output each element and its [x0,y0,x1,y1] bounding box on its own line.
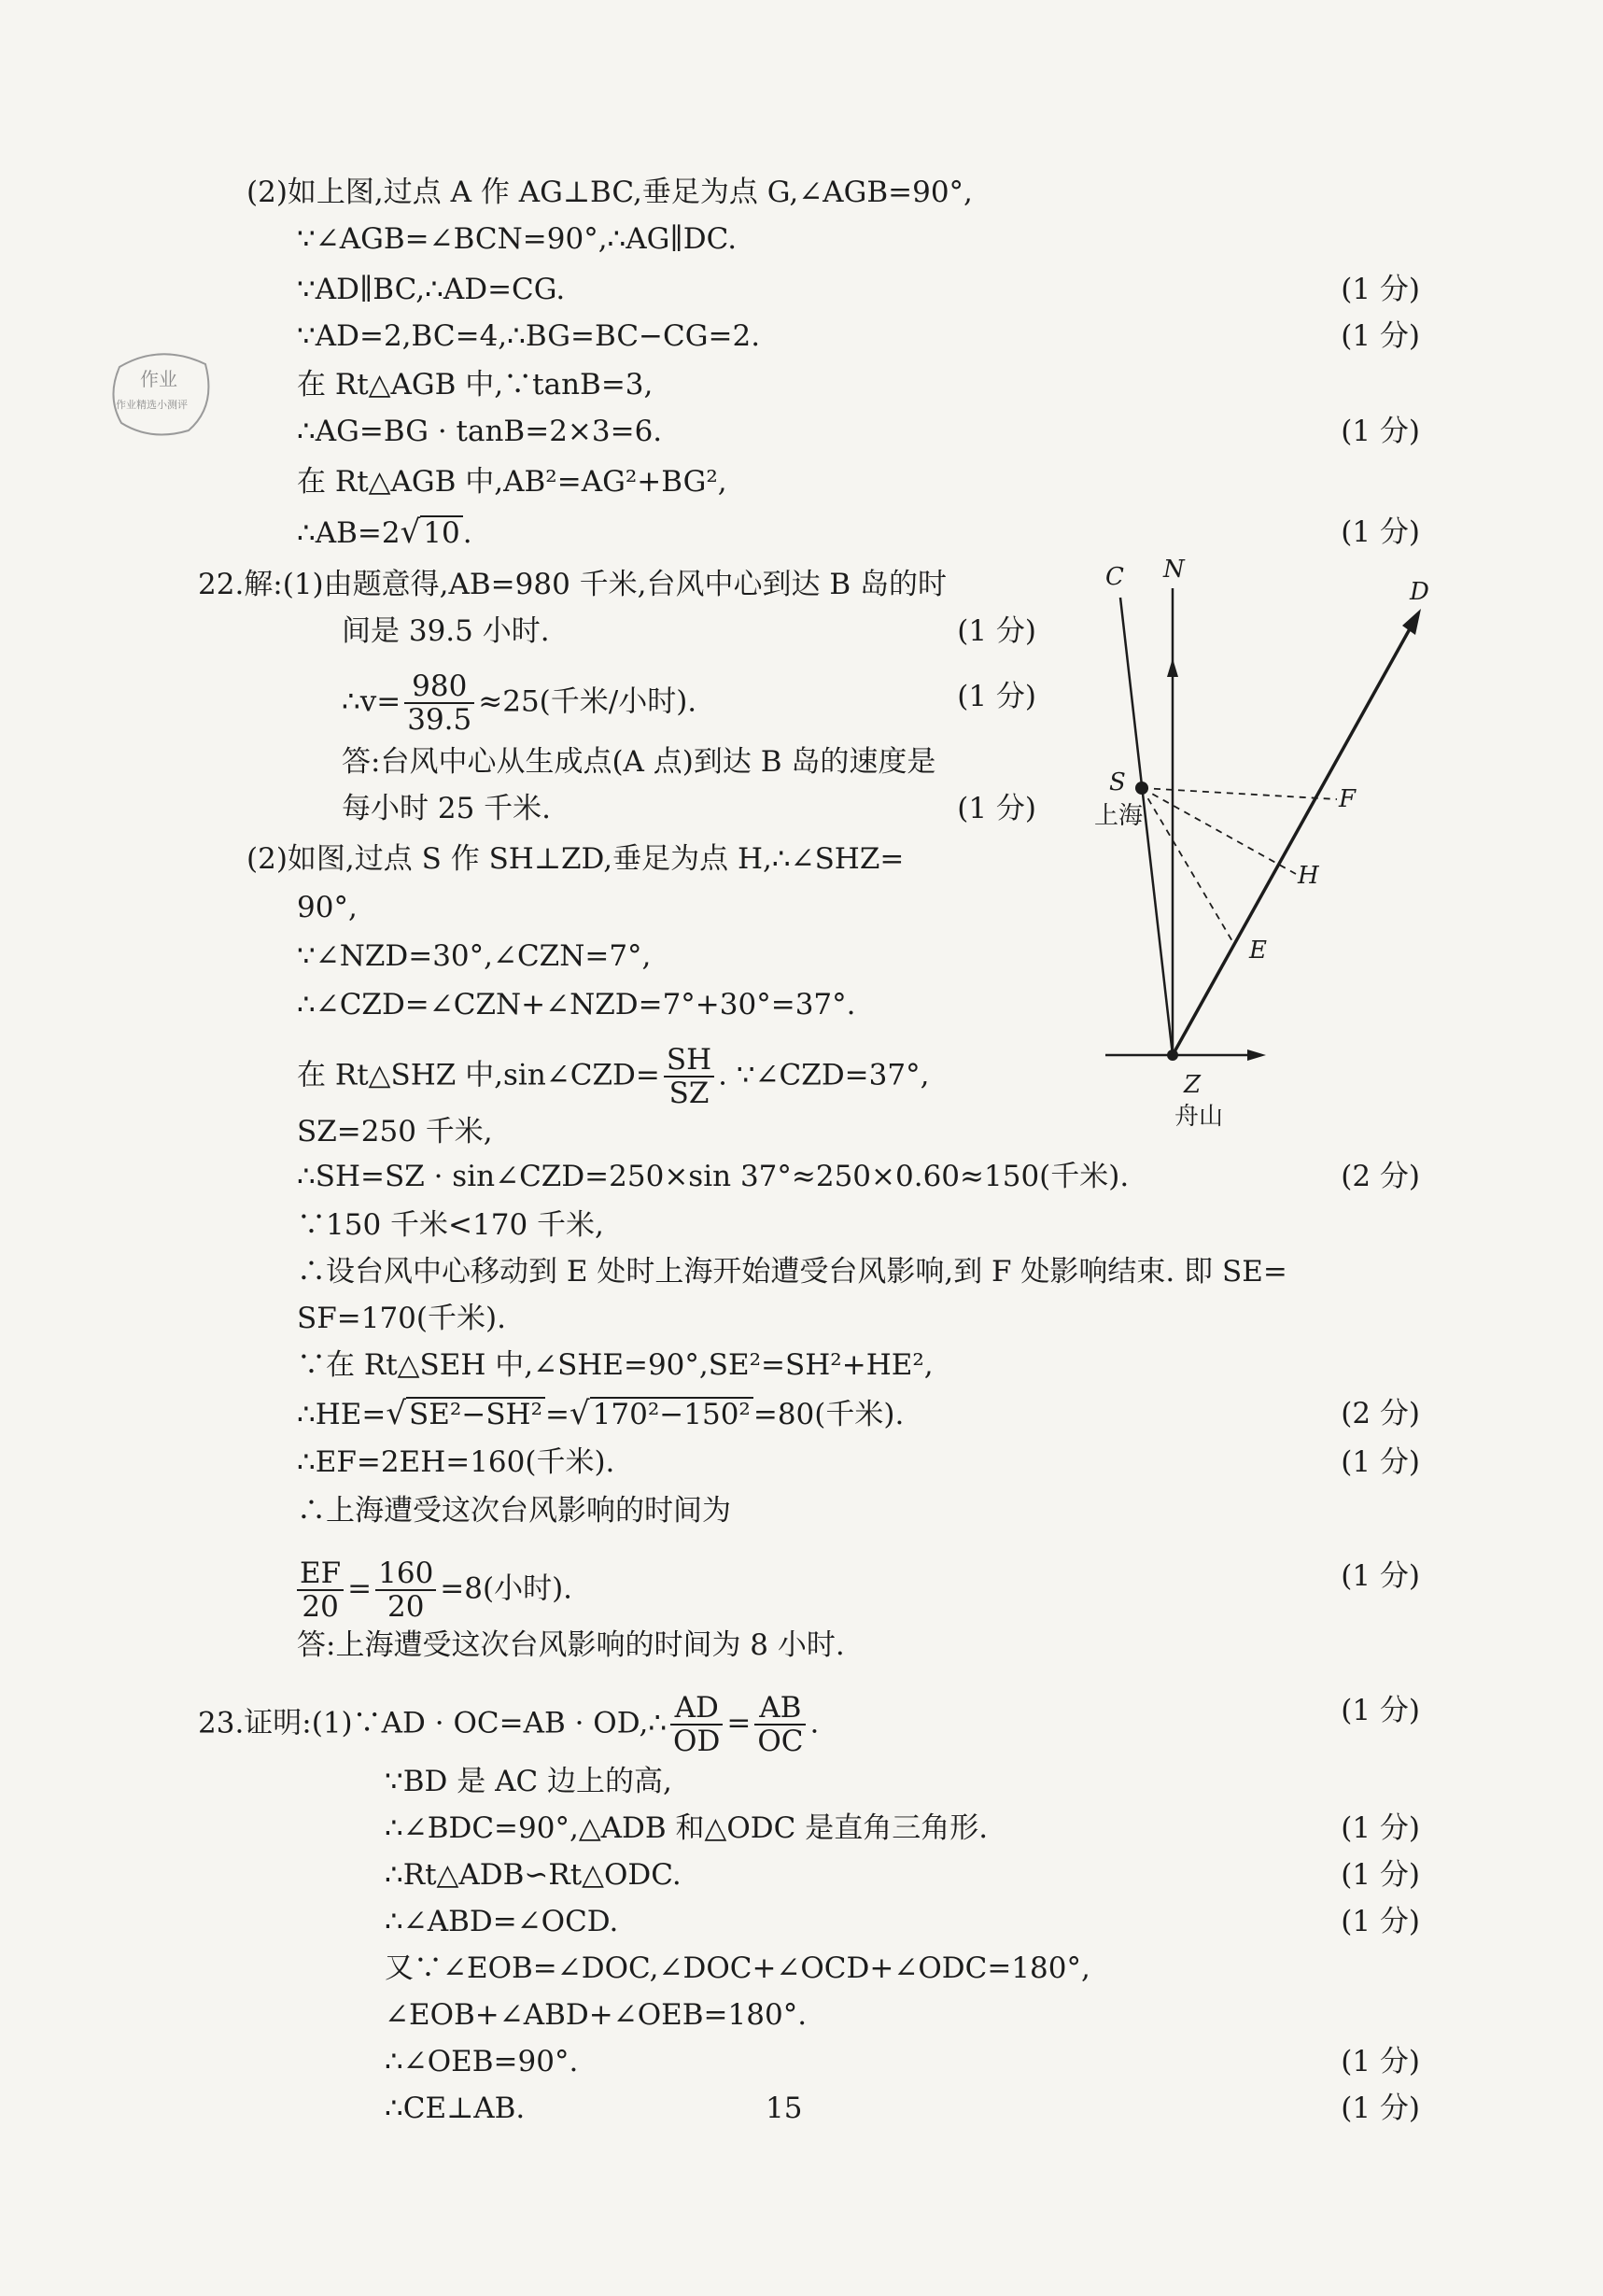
score-mark: (1 分) [1341,1694,1420,1727]
text-line: 在 Rt△AGB 中,AB²=AG²+BG², [297,465,727,499]
label-h: H [1298,862,1319,890]
stamp-text-1: 作业 [140,368,177,390]
text-line: 22.解:(1)由题意得,AB=980 千米,台风中心到达 B 岛的时 [198,568,948,601]
dashed-line-sf [1142,788,1337,799]
text-line: ∵在 Rt△SEH 中,∠SHE=90°,SE²=SH²+HE², [297,1348,934,1382]
text-line: ∴设台风中心移动到 E 处时上海开始遭受台风影响,到 F 处影响结束. 即 SE= [297,1255,1287,1289]
label-c: C [1105,563,1124,591]
score-mark: (1 分) [1341,1559,1420,1593]
text-line: ∴∠CZD=∠CZN+∠NZD=7°+30°=37°. [297,988,856,1021]
watermark-stamp [103,341,219,444]
radicand: 170²−150² [590,1397,753,1430]
text-line: ∵150 千米<170 千米, [297,1208,604,1242]
point-s [1135,782,1148,795]
fraction-numerator: 160 [375,1557,436,1591]
label-e: E [1249,937,1267,965]
label-d: D [1410,578,1429,606]
east-arrow-icon [1247,1049,1266,1061]
score-mark: (1 分) [1341,515,1420,549]
text-line: ∵AD=2,BC=4,∴BG=BC−CG=2. [297,319,761,353]
label-s: S [1109,768,1126,796]
score-mark: (1 分) [957,792,1036,825]
text-line: ∴∠BDC=90°,△ADB 和△ODC 是直角三角形. [385,1811,989,1845]
score-mark: (1 分) [1341,2092,1420,2125]
text-line [342,670,696,736]
fraction [375,1557,436,1623]
fraction-denominator: 20 [387,1590,425,1624]
fraction-numerator: AD [670,1692,723,1726]
typhoon-track-zd [1173,626,1412,1055]
text-line: 又∵∠EOB=∠DOC,∠DOC+∠OCD+∠ODC=180°, [385,1951,1090,1985]
score-mark: (1 分) [1341,1811,1420,1845]
point-z [1167,1049,1178,1061]
text-segment: . [462,516,472,550]
text-line: ∴SH=SZ · sin∠CZD=250×sin 37°≈250×0.60≈150(千米). [297,1160,1130,1193]
text-line: 每小时 25 千米. [342,792,552,825]
text-line: ∴HE=√SE²−SH²=√170²−150²=80(千米). [297,1395,905,1432]
text-line: SZ=250 千米, [297,1115,493,1148]
fraction-denominator: OD [673,1725,721,1758]
label-f: F [1339,785,1357,813]
text-line: 答:上海遭受这次台风影响的时间为 8 小时. [297,1628,845,1662]
text-segment: = [347,1571,373,1606]
score-mark: (1 分) [1341,1858,1420,1892]
fraction [664,1044,714,1109]
radicand: 10 [420,515,462,549]
text-line: SF=170(千米). [297,1302,506,1335]
fraction-numerator: SH [664,1044,714,1078]
text-line: ∵∠AGB=∠BCN=90°,∴AG∥DC. [297,222,738,256]
text-line: ∵∠NZD=30°,∠CZN=7°, [297,939,652,973]
score-mark: (1 分) [957,680,1036,713]
text-line: 90°, [297,891,358,924]
score-mark: (1 分) [1341,415,1420,448]
text-segment: =8(小时). [440,1571,573,1606]
text-line: 间是 39.5 小时. [342,614,550,648]
text-line: ∵BD 是 AC 边上的高, [385,1765,672,1798]
fraction-numerator: EF [297,1557,344,1591]
score-mark: (2 分) [1341,1160,1420,1193]
label-zhoushan: 舟山 [1174,1103,1224,1131]
page-number: 15 [766,2092,803,2125]
score-mark: (1 分) [1341,2045,1420,2078]
text-line: 答:台风中心从生成点(A 点)到达 B 岛的速度是 [342,745,936,779]
text-segment: ∴AB=2 [297,516,401,550]
text-line [297,1044,929,1109]
fraction-denominator: 39.5 [407,703,472,737]
text-segment: ∴v= [342,684,401,719]
fraction-denominator: 20 [302,1590,339,1624]
text-line: ∴EF=2EH=160(千米). [297,1445,615,1479]
text-segment: ∴HE= [297,1398,387,1431]
score-mark: (1 分) [1341,1905,1420,1938]
score-mark: (1 分) [957,614,1036,648]
dashed-line-sh [1142,788,1296,874]
score-mark: (2 分) [1341,1397,1420,1430]
text-line: ∴AB=2√10. [297,514,472,551]
text-segment: = [545,1398,569,1431]
text-segment: 23.证明:(1)∵AD · OC=AB · OD,∴ [198,1706,668,1740]
text-segment: = [726,1706,752,1740]
text-line: ∴AG=BG · tanB=2×3=6. [297,415,663,448]
text-segment: 在 Rt△SHZ 中,sin∠CZD= [297,1058,660,1092]
fraction [297,1557,344,1623]
text-line: ∴Rt△ADB∽Rt△ODC. [385,1858,682,1892]
typhoon-geometry-diagram [1092,551,1447,1158]
label-shanghai: 上海 [1094,802,1144,830]
radicand: SE²−SH² [406,1397,545,1430]
score-mark: (1 分) [1341,319,1420,353]
text-line [297,1557,572,1623]
text-line: ∴∠OEB=90°. [385,2045,579,2078]
text-segment: . ∵∠CZD=37°, [718,1058,930,1092]
fraction-numerator: AB [754,1692,806,1726]
stamp-text-2: 作业精选小测评 [116,399,188,411]
text-line: ∴上海遭受这次台风影响的时间为 [297,1494,731,1528]
score-mark: (1 分) [1341,273,1420,306]
text-line [198,1692,819,1757]
north-arrow-icon [1167,658,1178,677]
text-line: (2)如图,过点 S 作 SH⊥ZD,垂足为点 H,∴∠SHZ= [246,842,905,876]
label-n: N [1163,556,1185,584]
text-line: (2)如上图,过点 A 作 AG⊥BC,垂足为点 G,∠AGB=90°, [246,176,973,209]
score-mark: (1 分) [1341,1445,1420,1479]
fraction [404,670,474,736]
text-segment: ≈25(千米/小时). [478,684,697,719]
text-segment: . [809,1706,820,1740]
fraction-numerator: 980 [404,670,474,704]
text-line: ∴CE⊥AB. [385,2092,526,2125]
text-line: ∠EOB+∠ABD+∠OEB=180°. [385,1998,808,2032]
fraction-denominator: SZ [668,1077,710,1110]
text-segment: =80(千米). [752,1398,905,1431]
track-arrow-icon [1402,609,1421,635]
text-line: ∴∠ABD=∠OCD. [385,1905,619,1938]
fraction [754,1692,806,1757]
label-z: Z [1184,1071,1202,1099]
dashed-line-se [1142,788,1232,941]
text-line: ∵AD∥BC,∴AD=CG. [297,273,566,306]
fraction [670,1692,723,1757]
text-line: 在 Rt△AGB 中,∵tanB=3, [297,368,654,401]
fraction-denominator: OC [757,1725,804,1758]
